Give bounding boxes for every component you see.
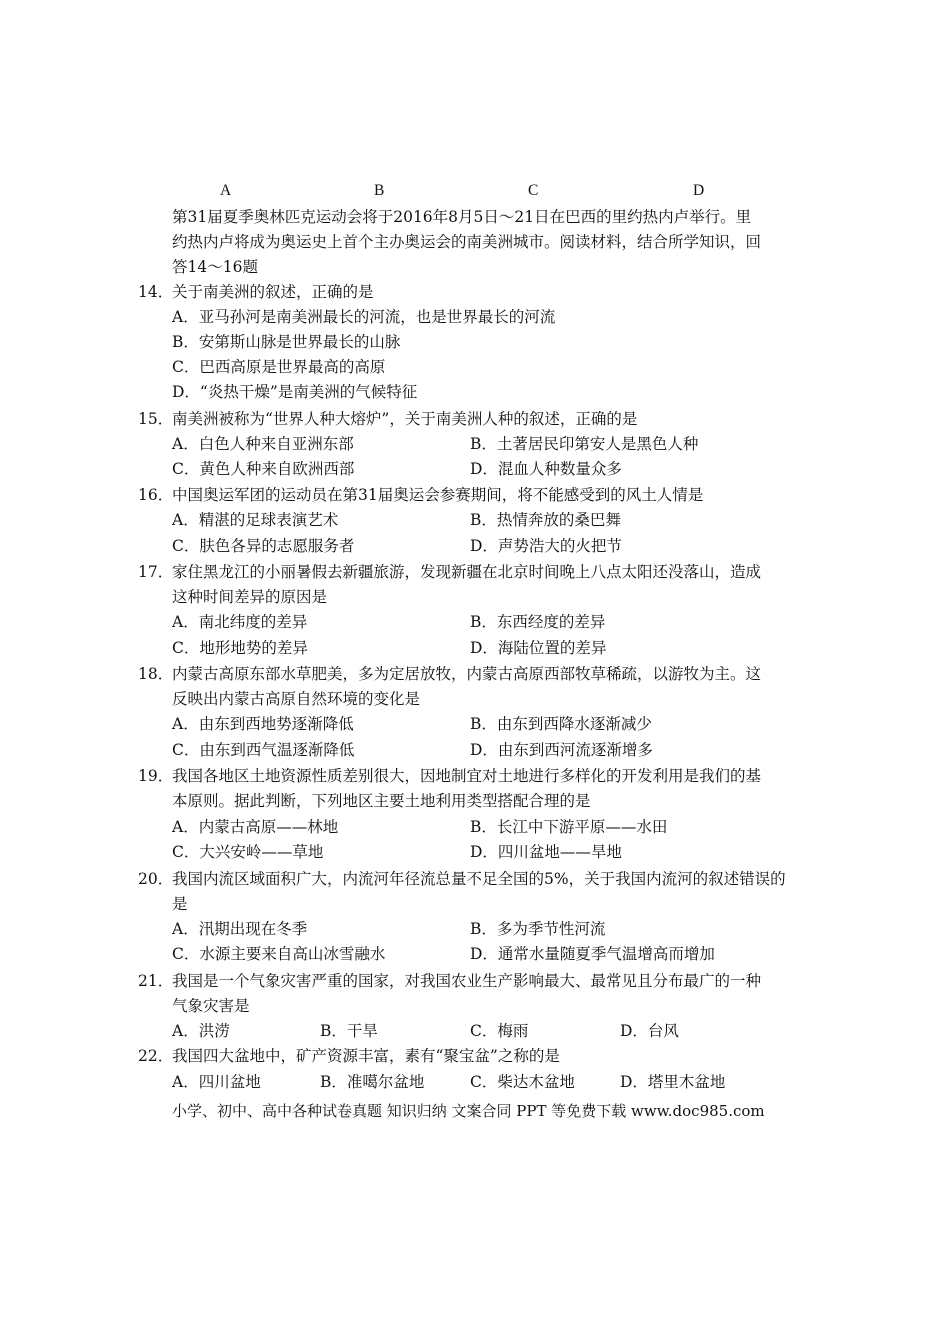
question-number: 19． <box>138 767 174 785</box>
answer-option: A．南北纬度的差异 <box>172 613 308 631</box>
answer-option: B．多为季节性河流 <box>470 920 606 938</box>
option-label-b: B <box>374 182 385 199</box>
answer-option: A．内蒙古高原——林地 <box>172 818 339 836</box>
intro-line: 约热内卢将成为奥运史上首个主办奥运会的南美洲城市。阅读材料，结合所学知识，回 <box>172 233 762 251</box>
answer-option: C．由东到西气温逐渐降低 <box>172 741 355 759</box>
question-stem: 内蒙古高原东部水草肥美，多为定居放牧，内蒙古高原西部牧草稀疏，以游牧为主。这 <box>172 665 762 683</box>
answer-option: A．由东到西地势逐渐降低 <box>172 715 354 733</box>
question-stem: 南美洲被称为“世界人种大熔炉”，关于南美洲人种的叙述，正确的是 <box>172 410 638 428</box>
answer-option: C．巴西高原是世界最高的高原 <box>172 358 386 376</box>
question-stem: 中国奥运军团的运动员在第31届奥运会参赛期间，将不能感受到的风土人情是 <box>172 486 704 504</box>
option-label-a: A <box>220 182 232 199</box>
page-footer: 小学、初中、高中各种试卷真题 知识归纳 文案合同 PPT 等免费下载 www.doc985.com <box>172 1102 765 1120</box>
question-stem: 气象灾害是 <box>172 997 250 1015</box>
answer-option: D．四川盆地——旱地 <box>470 843 622 861</box>
answer-option: C．地形地势的差异 <box>172 639 308 657</box>
answer-option: C．黄色人种来自欧洲西部 <box>172 460 355 478</box>
answer-option: D．台风 <box>620 1022 679 1040</box>
answer-option: B．安第斯山脉是世界最长的山脉 <box>172 333 401 351</box>
answer-option: B．热情奔放的桑巴舞 <box>470 511 621 529</box>
question-number: 18． <box>138 665 174 683</box>
question-stem: 反映出内蒙古高原自然环境的变化是 <box>172 690 421 708</box>
question-stem: 我国四大盆地中，矿产资源丰富，素有“聚宝盆”之称的是 <box>172 1047 560 1065</box>
question-stem: 家住黑龙江的小丽暑假去新疆旅游，发现新疆在北京时间晚上八点太阳还没落山，造成 <box>172 563 762 581</box>
answer-option: C．梅雨 <box>470 1022 529 1040</box>
answer-option: A．四川盆地 <box>172 1073 261 1091</box>
question-number: 21． <box>138 972 174 990</box>
answer-option: A．汛期出现在冬季 <box>172 920 308 938</box>
question-stem: 关于南美洲的叙述，正确的是 <box>172 283 374 301</box>
option-label-d: D <box>693 182 705 199</box>
option-label-c: C <box>528 182 539 199</box>
answer-option: A．亚马孙河是南美洲最长的河流，也是世界最长的河流 <box>172 308 556 326</box>
answer-option: B．干旱 <box>320 1022 378 1040</box>
answer-option: D．通常水量随夏季气温增高而增加 <box>470 945 715 963</box>
answer-option: D．声势浩大的火把节 <box>470 537 622 555</box>
answer-option: B．由东到西降水逐渐减少 <box>470 715 652 733</box>
answer-option: C．大兴安岭——草地 <box>172 843 324 861</box>
answer-option: B．东西经度的差异 <box>470 613 606 631</box>
answer-option: D．“炎热干燥”是南美洲的气候特征 <box>172 383 418 401</box>
answer-option: D．塔里木盆地 <box>620 1073 726 1091</box>
answer-option: C．水源主要来自高山冰雪融水 <box>172 945 386 963</box>
answer-option: B．准噶尔盆地 <box>320 1073 425 1091</box>
answer-option: B．长江中下游平原——水田 <box>470 818 668 836</box>
question-number: 14． <box>138 283 174 301</box>
question-stem: 是 <box>172 895 188 913</box>
question-stem: 我国各地区土地资源性质差别很大，因地制宜对土地进行多样化的开发利用是我们的基 <box>172 767 762 785</box>
answer-option: C．肤色各异的志愿服务者 <box>172 537 355 555</box>
question-stem: 这种时间差异的原因是 <box>172 588 328 606</box>
answer-option: C．柴达木盆地 <box>470 1073 575 1091</box>
question-stem: 我国是一个气象灾害严重的国家，对我国农业生产影响最大、最常见且分布最广的一种 <box>172 972 762 990</box>
intro-line: 答14～16题 <box>172 258 258 276</box>
question-number: 15． <box>138 410 174 428</box>
answer-option: D．由东到西河流逐渐增多 <box>470 741 653 759</box>
question-number: 16． <box>138 486 174 504</box>
answer-option: D．海陆位置的差异 <box>470 639 607 657</box>
answer-option: A．精湛的足球表演艺术 <box>172 511 339 529</box>
question-stem: 本原则。据此判断，下列地区主要土地利用类型搭配合理的是 <box>172 792 591 810</box>
intro-line: 第31届夏季奥林匹克运动会将于2016年8月5日～21日在巴西的里约热内卢举行。里 <box>172 208 752 226</box>
answer-option: A．洪涝 <box>172 1022 230 1040</box>
question-number: 22． <box>138 1047 174 1065</box>
answer-option: B．土著居民印第安人是黑色人种 <box>470 435 699 453</box>
answer-option: A．白色人种来自亚洲东部 <box>172 435 354 453</box>
question-number: 20． <box>138 870 174 888</box>
question-stem: 我国内流区域面积广大，内流河年径流总量不足全国的5%，关于我国内流河的叙述错误的 <box>172 870 786 888</box>
answer-option: D．混血人种数量众多 <box>470 460 622 478</box>
question-number: 17． <box>138 563 174 581</box>
